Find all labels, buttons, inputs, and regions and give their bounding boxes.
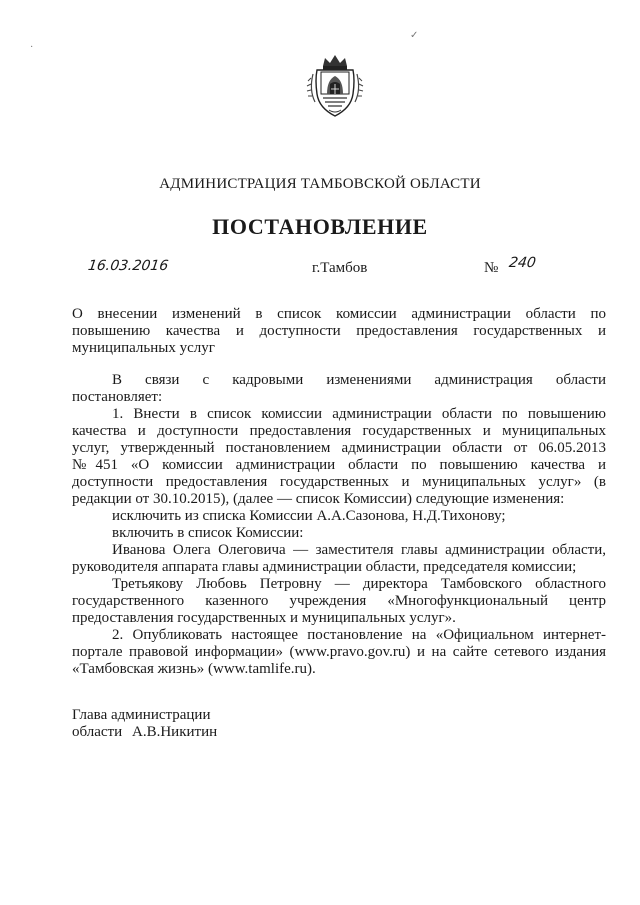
item1-line: редакции от 30.10.2015), (далее — список Комиссии) следующие изменения: <box>72 491 565 507</box>
member1-line: Иванова Олега Олеговича — заместителя главы администрации области, <box>112 542 606 558</box>
signature-title: Глава администрации <box>72 707 211 723</box>
include-line: включить в список Комиссии: <box>112 525 304 541</box>
city-label: г.Тамбов <box>312 260 368 276</box>
preamble-line: постановляет: <box>72 389 163 405</box>
member2-line: предоставления государственных и муниципальных услуг». <box>72 610 456 626</box>
item2-line: «Тамбовская жизнь» (www.tamlife.ru). <box>72 661 316 677</box>
exclude-line: исключить из списка Комиссии А.А.Сазонова, Н.Д.Тихонову; <box>112 508 506 524</box>
signature-title-line2: области <box>72 724 123 740</box>
coat-of-arms-emblem <box>305 50 365 120</box>
subject-line: повышению качества и доступности предоставления государственных и <box>72 323 606 339</box>
item2-line: портале правовой информации» (www.pravo.gov.ru) и на сайте сетевого издания <box>72 644 606 660</box>
member1-line: руководителя аппарата главы администрации области, председателя комиссии; <box>72 559 577 575</box>
organization-heading: АДМИНИСТРАЦИЯ ТАМБОВСКОЙ ОБЛАСТИ <box>159 176 481 192</box>
signatory-name: А.В.Никитин <box>132 724 218 740</box>
item1-line: услуг, утвержденный постановлением администрации области от 06.05.2013 <box>72 440 606 456</box>
handwritten-number: 240 <box>507 255 537 271</box>
handwritten-date: 16.03.2016 <box>86 258 170 274</box>
scan-mark: · <box>30 42 34 53</box>
scan-mark: ✓ <box>410 30 419 41</box>
item1-line: качества и доступности предоставления государственных и муниципальных <box>72 423 606 439</box>
item1-line: 1. Внести в список комиссии администрации области по повышению <box>112 406 606 422</box>
preamble-line: В связи с кадровыми изменениями администрация области <box>112 372 606 388</box>
item2-line: 2. Опубликовать настоящее постановление на «Официальном интернет- <box>112 627 606 643</box>
item1-line: №451 «О комиссии администрации области по повышению качества и <box>72 457 606 473</box>
member2-line: государственного казенного учреждения «Многофункциональный центр <box>72 593 606 609</box>
number-prefix: № <box>484 260 499 276</box>
document-type-title: ПОСТАНОВЛЕНИЕ <box>212 214 428 239</box>
subject-line: О внесении изменений в список комиссии администрации области по <box>72 306 606 322</box>
item1-line: доступности предоставления государственных и муниципальных услуг» (в <box>72 474 606 490</box>
subject-line: муниципальных услуг <box>72 340 215 356</box>
document-subject <box>72 306 606 357</box>
member2-line: Третьякову Любовь Петровну — директора Тамбовского областного <box>112 576 606 592</box>
